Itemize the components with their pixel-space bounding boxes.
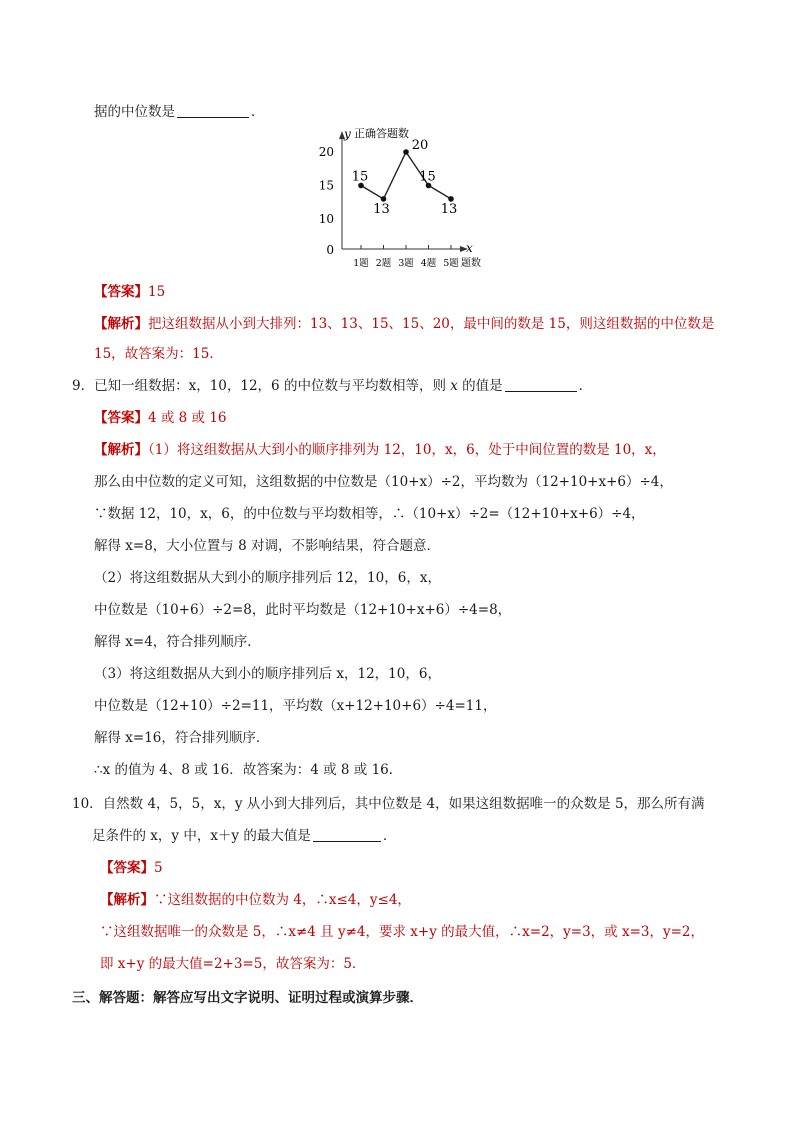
x-axis-title: 题数 <box>461 258 481 269</box>
q8-analysis-line-1: 【解析】把这组数据从小到大排列：13、13、15、15、20，最中间的数是 15，则这组数据的中位数是 <box>94 316 715 332</box>
answer-value: 15 <box>148 284 166 300</box>
y-tick-label: 0 <box>326 243 334 257</box>
q10-answer-line <box>100 858 163 878</box>
x-tick-label: 1题 <box>353 258 369 269</box>
q10-analysis-line: 【解析】∵这组数据的中位数为 4，∴x≤4，y≤4， <box>100 892 411 908</box>
data-point <box>403 149 409 155</box>
data-label: 15 <box>351 169 369 185</box>
answer-blank <box>313 827 381 842</box>
line-chart <box>0 122 794 272</box>
data-label: 20 <box>411 138 429 153</box>
chart-title: 正确答题数 <box>354 127 409 140</box>
q9-answer-line <box>94 408 227 428</box>
x-axis-label: x <box>466 241 473 255</box>
q10-analysis-line: 即 x+y 的最大值=2+3=5，故答案为：5． <box>100 956 366 972</box>
x-tick-label: 5题 <box>443 258 459 269</box>
section-heading: 三、解答题：解答应写出文字说明、证明过程或演算步骤． <box>72 990 423 1006</box>
answer-tag: 【答案】 <box>94 284 148 300</box>
analysis-tag: 【解析】 <box>100 892 154 908</box>
q9-analysis-line: 中位数是（12+10）÷2=11，平均数（x+12+10+6）÷4=11， <box>94 698 497 714</box>
x-tick-label: 3题 <box>398 258 414 269</box>
x-tick-label: 4题 <box>420 258 437 269</box>
y-tick-label: 10 <box>318 212 334 226</box>
question-10-stem-line-1: 10．自然数 4，5，5，x，y 从小到大排列后，其中位数是 4，如果这组数据唯一的众数是 5，那么所有满 <box>72 796 705 812</box>
data-point <box>381 196 387 202</box>
q9-analysis-line: ∵数据 12，10，x，6，的中位数与平均数相等，∴（10+x）÷2=（12+10+x+6）÷4， <box>94 506 645 522</box>
q8-analysis-line-2: 15，故答案为：15． <box>94 346 223 362</box>
answer-value: 4 或 8 或 16 <box>148 410 227 426</box>
question-10-stem-line-2: 足条件的 x，y 中，x＋y 的最大值是 ． <box>92 828 397 844</box>
answer-tag: 【答案】 <box>100 860 154 876</box>
analysis-tag: 【解析】 <box>94 316 148 332</box>
y-tick-label: 20 <box>318 145 334 159</box>
q10-analysis-line: ∵这组数据唯一的众数是 5，∴x≠4 且 y≠4，要求 x+y 的最大值，∴x=2，y=3，或 x=3，y=2， <box>100 924 705 940</box>
q9-analysis-line: （3）将这组数据从大到小的顺序排列后 x，12，10，6， <box>94 666 441 682</box>
analysis-tag: 【解析】 <box>94 442 148 458</box>
q9-analysis-line: 解得 x=8，大小位置与 8 对调，不影响结果，符合题意． <box>94 538 440 554</box>
y-axis-label: y <box>344 127 351 141</box>
data-label: 13 <box>373 201 390 217</box>
q9-analysis-line: ∴x 的值为 4、8 或 16．故答案为：4 或 8 或 16． <box>94 762 403 778</box>
x-tick-label: 2题 <box>375 258 392 269</box>
q9-analysis-line: （2）将这组数据从大到小的顺序排列后 12，10，6，x， <box>94 570 441 586</box>
answer-tag: 【答案】 <box>94 410 148 426</box>
data-label: 15 <box>419 169 436 185</box>
q9-analysis-line: 解得 x=16，符合排列顺序． <box>94 730 270 746</box>
data-point <box>448 196 454 202</box>
series-line <box>361 152 451 199</box>
answer-value: 5 <box>154 860 163 876</box>
q9-analysis-line: 解得 x=4，符合排列顺序． <box>94 634 261 650</box>
question-9-stem: 9．已知一组数据：x，10，12，6 的中位数与平均数相等，则 x 的值是 ． <box>72 378 593 394</box>
q9-analysis-line: 那么由中位数的定义可知，这组数据的中位数是（10+x）÷2，平均数为（12+10+x+6）÷4， <box>94 474 673 490</box>
question-text: 据的中位数是 <box>94 104 175 120</box>
q8-answer-line <box>94 282 165 302</box>
q9-analysis-line: 中位数是（10+6）÷2=8，此时平均数是（12+10+x+6）÷4=8， <box>94 602 512 618</box>
answer-blank <box>177 103 249 118</box>
y-tick-label: 15 <box>318 178 334 193</box>
answer-blank <box>505 377 577 392</box>
q9-analysis-line: 【解析】（1）将这组数据从大到小的顺序排列为 12，10，x，6，处于中间位置的数是 10，x， <box>94 442 666 458</box>
data-label: 13 <box>440 201 458 217</box>
question-8-tail: 据的中位数是 ． <box>94 104 265 120</box>
